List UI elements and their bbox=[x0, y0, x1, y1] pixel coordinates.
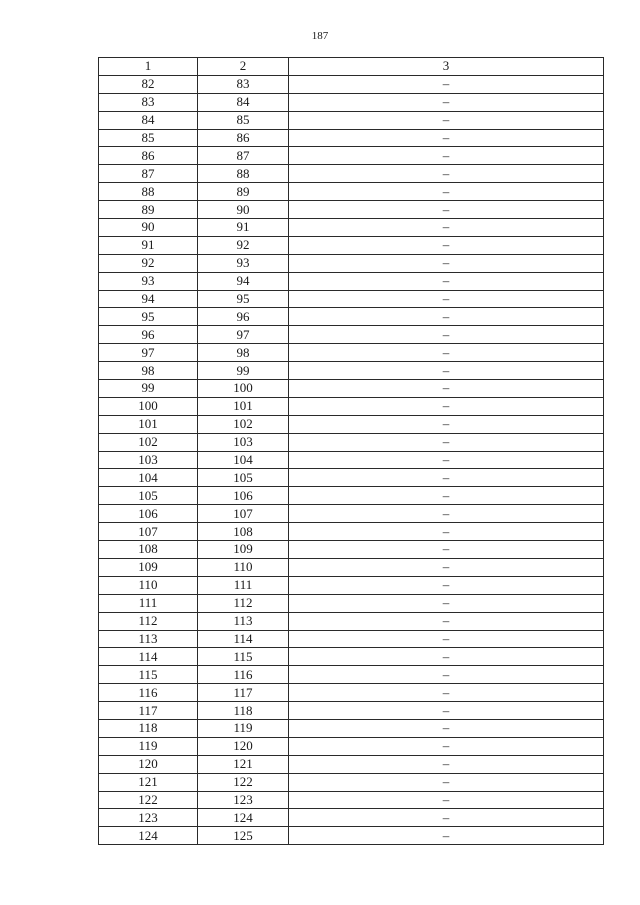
table-cell-col-1: 118 bbox=[99, 719, 198, 737]
table-cell-col-2: 90 bbox=[198, 201, 289, 219]
table-row bbox=[99, 165, 604, 183]
table-cell-col-1: 112 bbox=[99, 612, 198, 630]
table-cell-col-3: – bbox=[289, 791, 604, 809]
table-cell-col-1: 96 bbox=[99, 326, 198, 344]
data-table bbox=[98, 57, 604, 845]
table-cell-col-2: 98 bbox=[198, 344, 289, 362]
table-cell-col-3: – bbox=[289, 272, 604, 290]
table-cell-col-1: 111 bbox=[99, 594, 198, 612]
table-row bbox=[99, 397, 604, 415]
table-cell-col-2: 97 bbox=[198, 326, 289, 344]
table-cell-col-1: 83 bbox=[99, 93, 198, 111]
table-cell-col-1: 115 bbox=[99, 666, 198, 684]
table-cell-col-2: 92 bbox=[198, 236, 289, 254]
table-cell-col-2: 99 bbox=[198, 362, 289, 380]
table-cell-col-2: 88 bbox=[198, 165, 289, 183]
table-cell-col-1: 110 bbox=[99, 576, 198, 594]
table-cell-col-1: 122 bbox=[99, 791, 198, 809]
table-row bbox=[99, 612, 604, 630]
table-row bbox=[99, 469, 604, 487]
table-cell-col-1: 93 bbox=[99, 272, 198, 290]
table-row bbox=[99, 147, 604, 165]
table-cell-col-3: – bbox=[289, 523, 604, 541]
table-cell-col-3: – bbox=[289, 183, 604, 201]
table-cell-col-3: – bbox=[289, 397, 604, 415]
table-cell-col-3: – bbox=[289, 326, 604, 344]
table-cell-col-2: 114 bbox=[198, 630, 289, 648]
table-cell-col-1: 87 bbox=[99, 165, 198, 183]
table-row bbox=[99, 630, 604, 648]
table-row bbox=[99, 576, 604, 594]
table-cell-col-2: 119 bbox=[198, 719, 289, 737]
table-cell-col-1: 89 bbox=[99, 201, 198, 219]
table-cell-col-1: 120 bbox=[99, 755, 198, 773]
table-row bbox=[99, 75, 604, 93]
table-cell-col-2: 89 bbox=[198, 183, 289, 201]
table-cell-col-2: 118 bbox=[198, 702, 289, 720]
table-row bbox=[99, 433, 604, 451]
table-row bbox=[99, 451, 604, 469]
table-cell-col-1: 84 bbox=[99, 111, 198, 129]
table-cell-col-1: 104 bbox=[99, 469, 198, 487]
table-cell-col-1: 117 bbox=[99, 702, 198, 720]
table-row bbox=[99, 272, 604, 290]
table-row bbox=[99, 719, 604, 737]
header-row bbox=[99, 58, 604, 76]
table-cell-col-3: – bbox=[289, 254, 604, 272]
table-cell-col-2: 100 bbox=[198, 380, 289, 398]
table-cell-col-2: 115 bbox=[198, 648, 289, 666]
table-cell-col-3: – bbox=[289, 219, 604, 237]
table-cell-col-3: – bbox=[289, 809, 604, 827]
table-cell-col-2: 121 bbox=[198, 755, 289, 773]
table-row bbox=[99, 236, 604, 254]
table-cell-col-3: – bbox=[289, 648, 604, 666]
column-header-1: 1 bbox=[99, 58, 198, 76]
table-cell-col-1: 88 bbox=[99, 183, 198, 201]
table-cell-col-1: 82 bbox=[99, 75, 198, 93]
table-cell-col-3: – bbox=[289, 236, 604, 254]
table-cell-col-1: 116 bbox=[99, 684, 198, 702]
table-cell-col-1: 103 bbox=[99, 451, 198, 469]
table-cell-col-3: – bbox=[289, 129, 604, 147]
table-cell-col-2: 109 bbox=[198, 541, 289, 559]
table-cell-col-1: 123 bbox=[99, 809, 198, 827]
table-row bbox=[99, 809, 604, 827]
table-cell-col-3: – bbox=[289, 755, 604, 773]
table-cell-col-3: – bbox=[289, 451, 604, 469]
table-cell-col-1: 124 bbox=[99, 827, 198, 845]
table-cell-col-2: 91 bbox=[198, 219, 289, 237]
table-row bbox=[99, 648, 604, 666]
table-cell-col-1: 92 bbox=[99, 254, 198, 272]
table-cell-col-1: 107 bbox=[99, 523, 198, 541]
table-cell-col-3: – bbox=[289, 505, 604, 523]
table-cell-col-3: – bbox=[289, 719, 604, 737]
table-cell-col-1: 113 bbox=[99, 630, 198, 648]
table-cell-col-2: 105 bbox=[198, 469, 289, 487]
table-cell-col-1: 99 bbox=[99, 380, 198, 398]
table-cell-col-2: 117 bbox=[198, 684, 289, 702]
table-cell-col-3: – bbox=[289, 827, 604, 845]
table-cell-col-3: – bbox=[289, 469, 604, 487]
table-cell-col-2: 112 bbox=[198, 594, 289, 612]
table-row bbox=[99, 505, 604, 523]
table-row bbox=[99, 487, 604, 505]
page-number: 187 bbox=[311, 30, 329, 42]
table-row bbox=[99, 523, 604, 541]
table-cell-col-1: 97 bbox=[99, 344, 198, 362]
table-cell-col-3: – bbox=[289, 344, 604, 362]
table-cell-col-1: 102 bbox=[99, 433, 198, 451]
table-row bbox=[99, 219, 604, 237]
table-cell-col-3: – bbox=[289, 433, 604, 451]
table-cell-col-1: 100 bbox=[99, 397, 198, 415]
table-cell-col-3: – bbox=[289, 612, 604, 630]
table-cell-col-2: 87 bbox=[198, 147, 289, 165]
table-cell-col-1: 94 bbox=[99, 290, 198, 308]
table-cell-col-1: 85 bbox=[99, 129, 198, 147]
table-cell-col-1: 109 bbox=[99, 558, 198, 576]
table-cell-col-2: 84 bbox=[198, 93, 289, 111]
table-row bbox=[99, 111, 604, 129]
column-header-3: 3 bbox=[289, 58, 604, 76]
table-row bbox=[99, 827, 604, 845]
table-cell-col-3: – bbox=[289, 201, 604, 219]
table-cell-col-2: 102 bbox=[198, 415, 289, 433]
table-cell-col-2: 104 bbox=[198, 451, 289, 469]
table-cell-col-2: 106 bbox=[198, 487, 289, 505]
table-cell-col-1: 101 bbox=[99, 415, 198, 433]
table-cell-col-2: 124 bbox=[198, 809, 289, 827]
table-row bbox=[99, 666, 604, 684]
table-cell-col-1: 119 bbox=[99, 737, 198, 755]
table-cell-col-1: 106 bbox=[99, 505, 198, 523]
table-cell-col-3: – bbox=[289, 576, 604, 594]
table-row bbox=[99, 201, 604, 219]
table-cell-col-2: 83 bbox=[198, 75, 289, 93]
table-cell-col-2: 94 bbox=[198, 272, 289, 290]
table-cell-col-1: 95 bbox=[99, 308, 198, 326]
table-cell-col-3: – bbox=[289, 666, 604, 684]
column-header-2: 2 bbox=[198, 58, 289, 76]
table-cell-col-3: – bbox=[289, 594, 604, 612]
table-cell-col-1: 108 bbox=[99, 541, 198, 559]
table-cell-col-1: 114 bbox=[99, 648, 198, 666]
table-cell-col-3: – bbox=[289, 93, 604, 111]
table-cell-col-3: – bbox=[289, 737, 604, 755]
table-cell-col-2: 103 bbox=[198, 433, 289, 451]
table-row bbox=[99, 290, 604, 308]
table-row bbox=[99, 362, 604, 380]
table-row bbox=[99, 773, 604, 791]
table-cell-col-3: – bbox=[289, 773, 604, 791]
table-cell-col-1: 105 bbox=[99, 487, 198, 505]
table-cell-col-3: – bbox=[289, 165, 604, 183]
table-cell-col-1: 98 bbox=[99, 362, 198, 380]
table-row bbox=[99, 558, 604, 576]
table-cell-col-3: – bbox=[289, 362, 604, 380]
table-row bbox=[99, 791, 604, 809]
table-body bbox=[99, 75, 604, 844]
table-cell-col-3: – bbox=[289, 75, 604, 93]
table-cell-col-2: 111 bbox=[198, 576, 289, 594]
table-cell-col-3: – bbox=[289, 308, 604, 326]
table-cell-col-3: – bbox=[289, 290, 604, 308]
table-row bbox=[99, 594, 604, 612]
table-row bbox=[99, 541, 604, 559]
table-row bbox=[99, 93, 604, 111]
table-cell-col-3: – bbox=[289, 380, 604, 398]
table-row bbox=[99, 380, 604, 398]
table-cell-col-1: 121 bbox=[99, 773, 198, 791]
table-cell-col-2: 85 bbox=[198, 111, 289, 129]
table-row bbox=[99, 308, 604, 326]
table-cell-col-3: – bbox=[289, 147, 604, 165]
table-cell-col-3: – bbox=[289, 630, 604, 648]
table-cell-col-2: 120 bbox=[198, 737, 289, 755]
table-cell-col-1: 86 bbox=[99, 147, 198, 165]
table-cell-col-2: 113 bbox=[198, 612, 289, 630]
table-cell-col-2: 116 bbox=[198, 666, 289, 684]
table-cell-col-3: – bbox=[289, 487, 604, 505]
table-cell-col-2: 122 bbox=[198, 773, 289, 791]
table-row bbox=[99, 183, 604, 201]
table-cell-col-2: 125 bbox=[198, 827, 289, 845]
table-cell-col-2: 95 bbox=[198, 290, 289, 308]
table-row bbox=[99, 344, 604, 362]
table-row bbox=[99, 755, 604, 773]
table-row bbox=[99, 254, 604, 272]
table-row bbox=[99, 702, 604, 720]
table-cell-col-2: 86 bbox=[198, 129, 289, 147]
table-cell-col-1: 90 bbox=[99, 219, 198, 237]
table-row bbox=[99, 415, 604, 433]
table-cell-col-3: – bbox=[289, 415, 604, 433]
table-cell-col-2: 101 bbox=[198, 397, 289, 415]
table-cell-col-3: – bbox=[289, 558, 604, 576]
table-cell-col-2: 123 bbox=[198, 791, 289, 809]
table-cell-col-2: 107 bbox=[198, 505, 289, 523]
table-cell-col-2: 93 bbox=[198, 254, 289, 272]
table-cell-col-3: – bbox=[289, 702, 604, 720]
table-row bbox=[99, 737, 604, 755]
table-cell-col-2: 96 bbox=[198, 308, 289, 326]
table-cell-col-3: – bbox=[289, 111, 604, 129]
table-cell-col-2: 110 bbox=[198, 558, 289, 576]
table-row bbox=[99, 326, 604, 344]
table-cell-col-3: – bbox=[289, 684, 604, 702]
table-row bbox=[99, 684, 604, 702]
table-cell-col-2: 108 bbox=[198, 523, 289, 541]
table-cell-col-3: – bbox=[289, 541, 604, 559]
table-cell-col-1: 91 bbox=[99, 236, 198, 254]
table-row bbox=[99, 129, 604, 147]
